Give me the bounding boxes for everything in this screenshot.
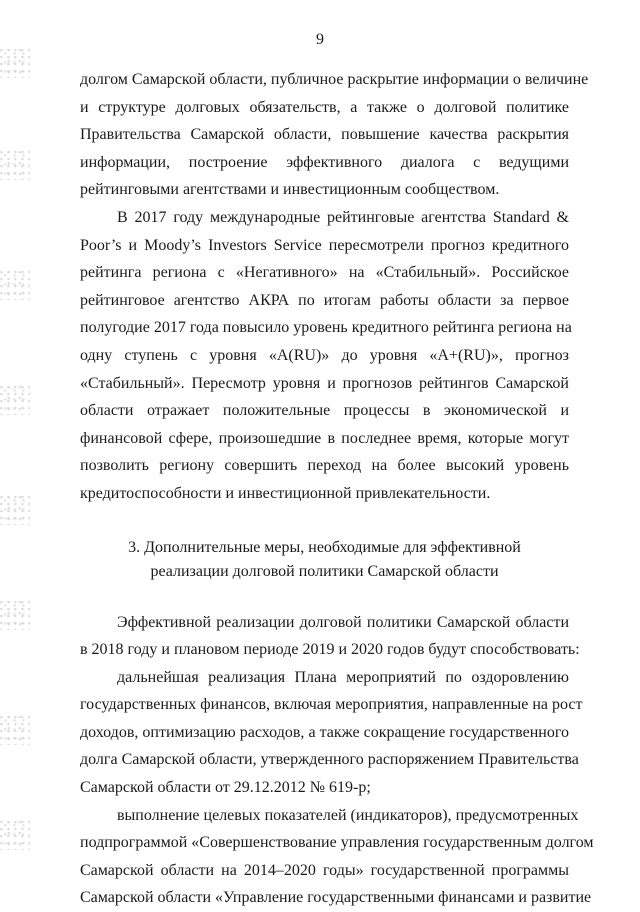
text-line: рейтинговыми агентствами и инвестиционным сообществом.: [80, 181, 500, 199]
text-line: государственных финансов, включая мероприятия, направленные на рост: [80, 696, 583, 714]
text-line: «Стабильный». Пересмотр уровня и прогнозов рейтингов Самарской: [80, 374, 569, 392]
spacer: [80, 584, 569, 609]
heading-line: реализации долговой политики Самарской области: [150, 562, 499, 580]
paragraph-2: [80, 204, 572, 508]
text-line: позволить региону совершить переход на более высокий уровень: [80, 457, 569, 475]
text-line: полугодие 2017 года повысило уровень кредитного рейтинга региона на: [80, 319, 572, 337]
text-line: подпрограммой «Совершенствование управления государственным долгом: [80, 834, 594, 852]
heading-line: 3. Дополнительные меры, необходимые для эффективной: [128, 538, 521, 556]
text-line: области отражает положительные процессы в экономической и: [80, 402, 569, 420]
text-line: одну ступень с уровня «A(RU)» до уровня «A+(RU)», прогноз: [80, 346, 569, 364]
text-line: финансовой сфере, произошедшие в последнее время, которые могут: [80, 429, 569, 447]
scan-noise: [0, 385, 30, 415]
paragraph-3: [80, 609, 580, 664]
text-line: и структуре долговых обязательств, а также о долговой политике: [80, 98, 569, 116]
spacer: [80, 508, 569, 536]
scan-noise: [0, 270, 30, 300]
text-line: Самарской области от 29.12.2012 № 619-р;: [80, 779, 371, 797]
text-line: кредитоспособности и инвестиционной привлекательности.: [80, 484, 491, 502]
scan-noise: [0, 150, 30, 180]
text-line: рейтинга региона с «Негативного» на «Стабильный». Российское: [80, 264, 569, 282]
text-line: Самарской области на 2014–2020 годы» государственной программы: [80, 861, 569, 879]
text-line: Эффективной реализации долговой политики Самарской области: [117, 613, 569, 631]
scan-noise: [0, 600, 30, 630]
text-line: долга Самарской области, утвержденного распоряжением Правительства: [80, 751, 579, 769]
text-line: рейтинговое агентство АКРА по итогам работы области за первое: [80, 291, 569, 309]
document-body: [80, 66, 594, 912]
scan-noise: [0, 495, 30, 525]
text-line: дальнейшая реализация Плана мероприятий по оздоровлению: [117, 668, 569, 686]
scan-noise: [0, 715, 30, 745]
paragraph-4: [80, 664, 583, 802]
text-line: Poor’s и Moody’s Investors Service пересмотрели прогноз кредитного: [80, 236, 569, 254]
text-line: Самарской области «Управление государственными финансами и развитие: [80, 889, 592, 907]
scan-noise: [0, 820, 30, 850]
text-line: в 2018 году и плановом периоде 2019 и 2020 годов будут способствовать:: [80, 641, 580, 659]
scan-noise: [0, 48, 30, 78]
page-number: 9: [316, 31, 324, 48]
text-line: Правительства Самарской области, повышение качества раскрытия: [80, 126, 569, 144]
text-line: В 2017 году международные рейтинговые агентства Standard &: [117, 208, 569, 226]
section-heading: [80, 536, 569, 584]
paragraph-1: [80, 66, 589, 204]
text-line: информации, построение эффективного диалога с ведущими: [80, 153, 569, 171]
paragraph-5: [80, 802, 594, 912]
text-line: долгом Самарской области, публичное раскрытие информации о величине: [80, 71, 589, 88]
text-line: выполнение целевых показателей (индикаторов), предусмотренных: [117, 806, 579, 824]
text-line: доходов, оптимизацию расходов, а также сокращение государственного: [80, 723, 569, 741]
